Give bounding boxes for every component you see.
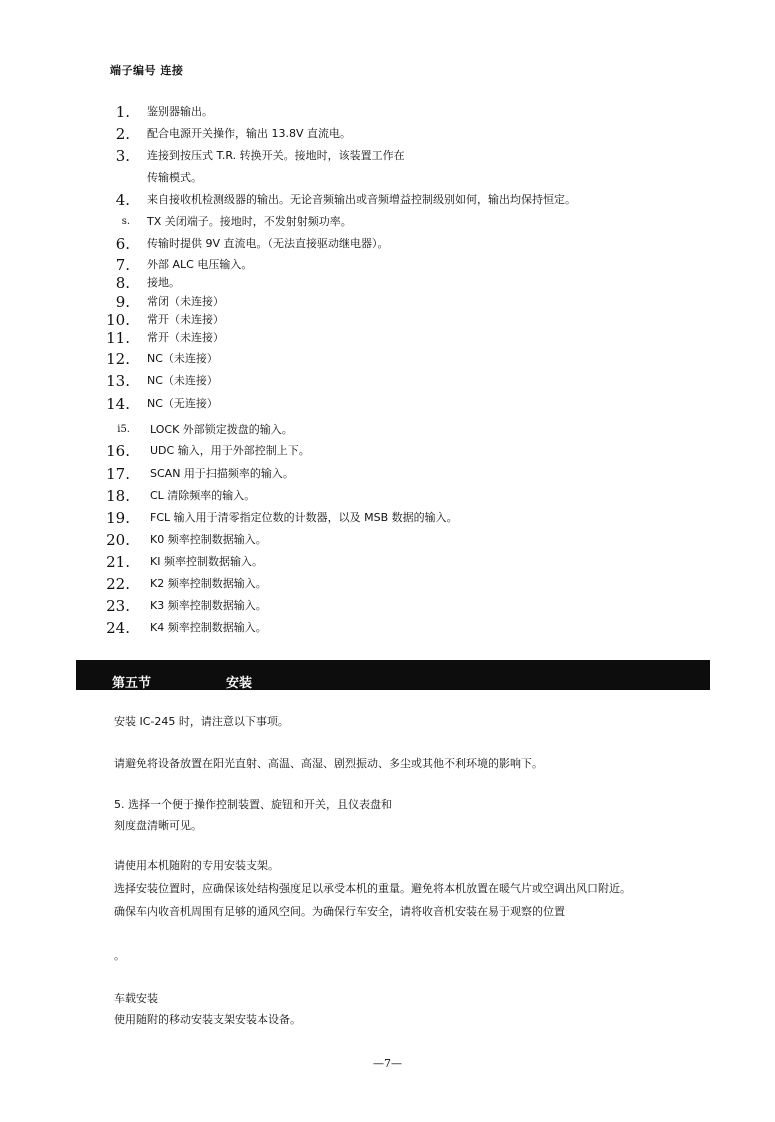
terminal-item	[0, 464, 700, 484]
paragraph: 安装 IC-245 时，请注意以下事项。	[114, 715, 289, 728]
terminal-number: i5.	[117, 424, 130, 435]
terminal-description: 来自接收机检测级器的输出。无论音频输出或音频增益控制级别如何，输出均保持恒定。	[147, 193, 576, 206]
terminal-description: K0 频率控制数据输入。	[150, 533, 267, 546]
terminal-item	[0, 310, 700, 330]
terminal-number: 10.	[106, 311, 130, 329]
terminal-description: SCAN 用于扫描频率的输入。	[150, 467, 294, 480]
terminal-number: 1.	[115, 103, 130, 121]
terminal-number: 8.	[115, 274, 130, 292]
terminal-number: 21.	[106, 553, 130, 571]
terminal-description: 常闭（未连接）	[147, 295, 224, 308]
terminal-number: 11.	[106, 329, 130, 347]
terminal-description: NC（无连接）	[147, 397, 218, 410]
section-header-bar	[76, 660, 710, 690]
terminal-description: 接地。	[147, 276, 180, 289]
terminal-number: 22.	[106, 575, 130, 593]
terminal-item	[0, 394, 700, 414]
terminal-description: 传输时提供 9V 直流电。（无法直接驱动继电器）。	[147, 237, 389, 250]
paragraph: 请避免将设备放置在阳光直射、高温、高湿、剧烈振动、多尘或其他不利环境的影响下。	[114, 757, 543, 770]
terminal-item	[0, 328, 700, 348]
terminal-item	[0, 124, 700, 144]
terminal-number: 13.	[106, 372, 130, 390]
terminal-description: 外部 ALC 电压输入。	[147, 258, 253, 271]
terminal-item	[0, 618, 700, 638]
terminal-description: K4 频率控制数据输入。	[150, 621, 267, 634]
terminal-description: LOCK 外部锁定拨盘的输入。	[150, 423, 293, 436]
paragraph: 选择安装位置时，应确保该处结构强度足以承受本机的重量。避免将本机放置在暖气片或空调出风口附近。	[114, 882, 631, 895]
terminal-item	[0, 102, 700, 122]
terminal-number: 3.	[115, 147, 130, 165]
terminal-description: K2 频率控制数据输入。	[150, 577, 267, 590]
section-title: 安装	[226, 676, 253, 691]
terminal-description: 连接到按压式 T.R. 转换开关。接地时，该装置工作在	[147, 149, 405, 162]
paragraph: 请使用本机随附的专用安装支架。	[114, 859, 279, 872]
terminal-item	[0, 168, 700, 188]
page-number: —7—	[373, 1057, 402, 1070]
terminal-description: UDC 输入，用于外部控制上下。	[150, 444, 310, 457]
terminal-description: K3 频率控制数据输入。	[150, 599, 267, 612]
terminal-item	[0, 530, 700, 550]
terminal-number: 20.	[106, 531, 130, 549]
terminal-description: 传输模式。	[147, 171, 202, 184]
terminal-item	[0, 508, 700, 528]
terminal-number: 24.	[106, 619, 130, 637]
paragraph: 5. 选择一个便于操作控制装置、旋钮和开关，且仪表盘和	[114, 798, 392, 811]
terminal-item	[0, 552, 700, 572]
terminal-item	[0, 349, 700, 369]
terminal-number: 9.	[115, 293, 130, 311]
terminal-number: 6.	[115, 235, 130, 253]
paragraph: 确保车内收音机周围有足够的通风空间。为确保行车安全，请将收音机安装在易于观察的位置	[114, 905, 565, 918]
terminal-item	[0, 273, 700, 293]
terminal-number: 14.	[106, 395, 130, 413]
terminal-item	[0, 371, 700, 391]
terminal-item	[0, 420, 700, 440]
terminal-description: FCL 输入用于清零指定位数的计数器，以及 MSB 数据的输入。	[150, 511, 458, 524]
terminal-item	[0, 255, 700, 275]
paragraph: 使用随附的移动安装支架安装本设备。	[114, 1013, 301, 1026]
terminal-description: TX 关闭端子。接地时，不发射射频功率。	[147, 215, 352, 228]
terminal-item	[0, 212, 700, 232]
terminal-item	[0, 146, 700, 166]
terminal-description: NC（未连接）	[147, 374, 218, 387]
page-heading: 端子编号 连接	[110, 64, 184, 77]
terminal-description: 配合电源开关操作，输出 13.8V 直流电。	[147, 127, 352, 140]
section-number: 第五节	[112, 676, 152, 691]
terminal-number: 17.	[106, 465, 130, 483]
terminal-number: 2.	[115, 125, 130, 143]
terminal-description: NC（未连接）	[147, 352, 218, 365]
terminal-item	[0, 234, 700, 254]
terminal-item	[0, 190, 700, 210]
terminal-item	[0, 441, 700, 461]
terminal-number: 7.	[115, 256, 130, 274]
terminal-number: s.	[121, 216, 130, 227]
terminal-number: 23.	[106, 597, 130, 615]
terminal-number: 18.	[106, 487, 130, 505]
terminal-item	[0, 292, 700, 312]
terminal-description: 鉴别器输出。	[147, 105, 213, 118]
terminal-item	[0, 574, 700, 594]
terminal-number: 16.	[106, 442, 130, 460]
terminal-item	[0, 486, 700, 506]
terminal-description: 常开（未连接）	[147, 313, 224, 326]
paragraph: 。	[114, 949, 125, 962]
terminal-number: 12.	[106, 350, 130, 368]
terminal-description: KI 频率控制数据输入。	[150, 555, 263, 568]
terminal-description: 常开（未连接）	[147, 331, 224, 344]
paragraph: 车载安装	[114, 992, 158, 1005]
terminal-number: 4.	[115, 191, 130, 209]
terminal-item	[0, 596, 700, 616]
paragraph: 刻度盘清晰可见。	[114, 819, 202, 832]
terminal-description: CL 清除频率的输入。	[150, 489, 256, 502]
terminal-number: 19.	[106, 509, 130, 527]
